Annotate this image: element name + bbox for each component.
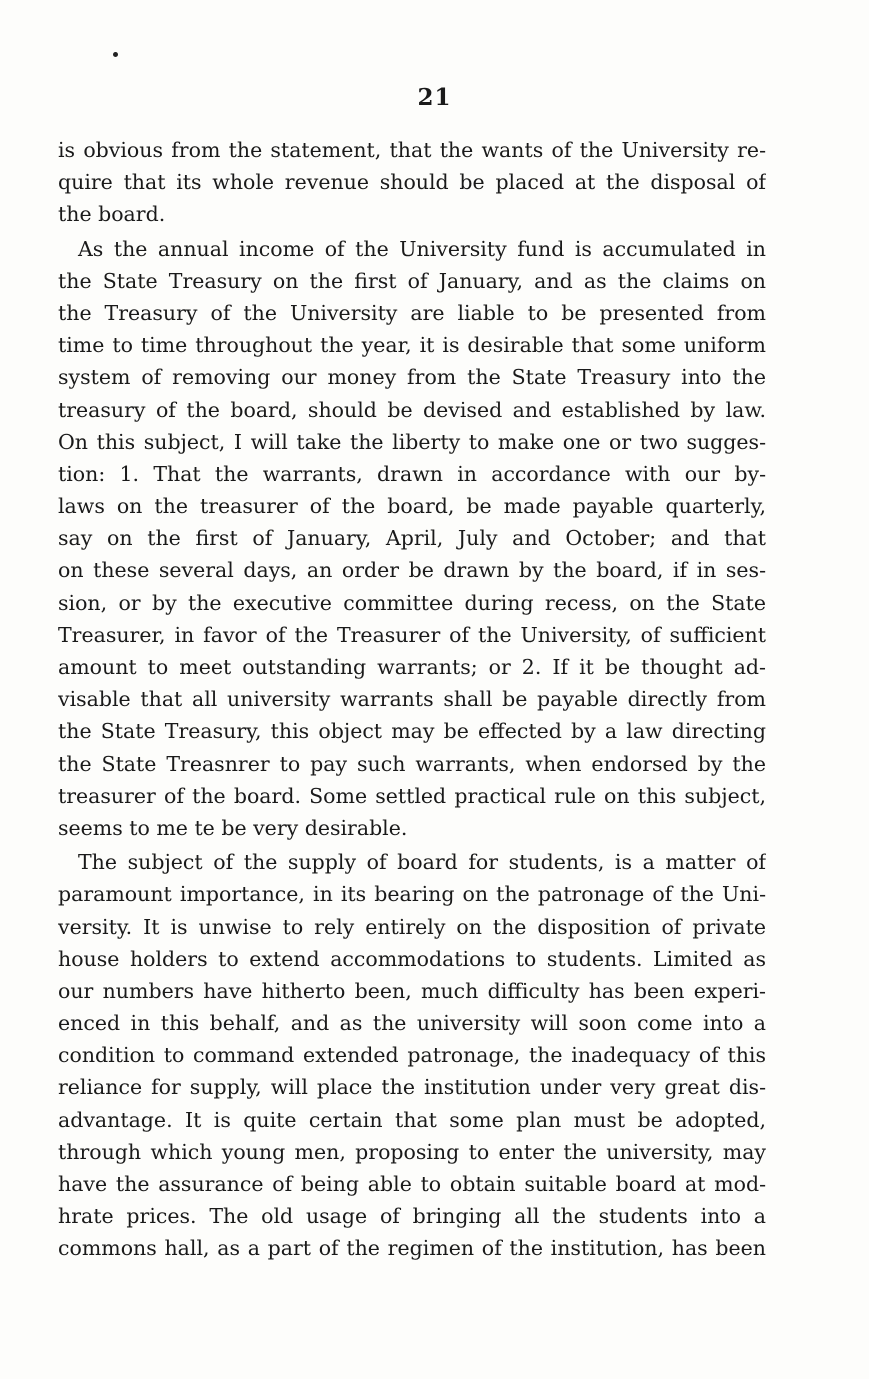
text-line: sion, or by the executive committee during recess, on the State	[58, 590, 766, 615]
text-line: The subject of the supply of board for students, is a matter of	[78, 850, 766, 875]
text-line: advantage. It is quite certain that some plan must be adopted,	[58, 1107, 766, 1132]
paragraph-3	[58, 846, 766, 1264]
text-line: house holders to extend accommodations to students. Limited as	[58, 946, 766, 971]
text-line: on these several days, an order be drawn by the board, if in ses-	[58, 558, 766, 583]
text-line: laws on the treasurer of the board, be made payable quarterly,	[58, 494, 766, 519]
text-line: seems to me te be very desirable.	[58, 815, 408, 840]
text-line: is obvious from the statement, that the wants of the University re-	[58, 138, 766, 162]
text-line: the State Treasury, this object may be effected by a law directing	[58, 719, 766, 744]
text-line: paramount importance, in its bearing on the patronage of the Uni-	[58, 882, 766, 907]
text-line: the State Treasnrer to pay such warrants, when endorsed by the	[58, 751, 766, 776]
body-text	[58, 134, 766, 1265]
text-line: treasurer of the board. Some settled practical rule on this subject,	[58, 783, 766, 808]
text-line: condition to command extended patronage, the inadequacy of this	[58, 1043, 766, 1068]
text-line: versity. It is unwise to rely entirely on the disposition of private	[58, 914, 766, 939]
text-line: quire that its whole revenue should be placed at the disposal of	[58, 170, 766, 195]
text-line: visable that all university warrants shall be payable directly from	[58, 687, 766, 712]
text-line: tion: 1. That the warrants, drawn in accordance with our by-	[58, 461, 766, 486]
text-line: As the annual income of the University fund is accumulated in	[78, 236, 766, 261]
text-line: have the assurance of being able to obtain suitable board at mod-	[58, 1172, 766, 1196]
text-line: the Treasury of the University are liable to be presented from	[58, 300, 766, 325]
ink-speck	[113, 52, 118, 57]
text-line: the State Treasury on the first of January, and as the claims on	[58, 268, 766, 293]
text-line: system of removing our money from the State Treasury into the	[58, 365, 766, 390]
text-line: our numbers have hitherto been, much difficulty has been experi-	[58, 978, 766, 1003]
paragraph-1	[58, 134, 766, 231]
text-line: reliance for supply, will place the institution under very great dis-	[58, 1075, 766, 1100]
page-number: 21	[417, 84, 452, 111]
text-line: through which young men, proposing to enter the university, may	[58, 1139, 766, 1164]
text-line: treasury of the board, should be devised and established by law.	[58, 397, 766, 422]
text-line: say on the first of January, April, July and October; and that	[58, 526, 766, 551]
paragraph-2	[58, 233, 766, 845]
text-line: enced in this behalf, and as the university will soon come into a	[58, 1011, 766, 1036]
text-line: hrate prices. The old usage of bringing all the students into a	[58, 1204, 766, 1229]
text-line: On this subject, I will take the liberty to make one or two sugges-	[58, 429, 766, 454]
text-line: commons hall, as a part of the regimen of the institution, has been	[58, 1236, 766, 1261]
text-line: Treasurer, in favor of the Treasurer of the University, of sufficient	[58, 622, 766, 647]
text-line: amount to meet outstanding warrants; or 2. If it be thought ad-	[58, 655, 766, 679]
text-line: time to time throughout the year, it is desirable that some uniform	[58, 333, 766, 358]
text-line: the board.	[58, 202, 166, 227]
